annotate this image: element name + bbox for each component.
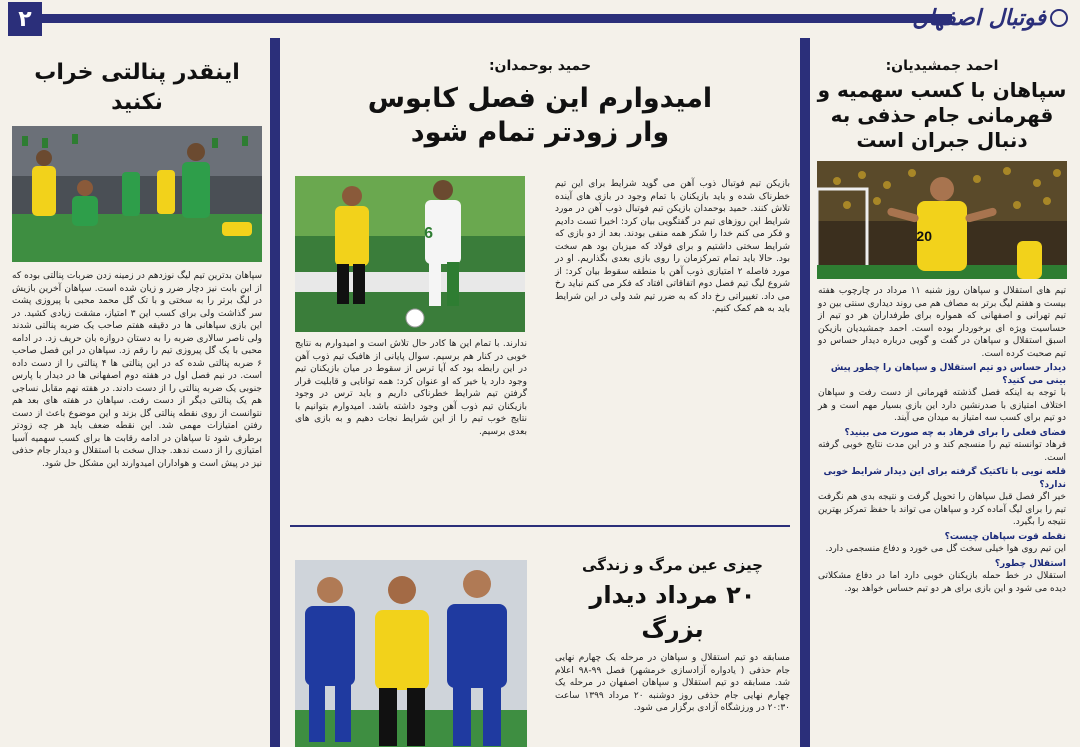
player-celebration-image	[817, 161, 1067, 279]
right-answer-3: خیر اگر فصل قبل سپاهان را تحویل گرفت و نتیجه بدی هم نگرفت تیم را برای لیگ آماده کرد و سپاهان می تواند با حفظ تمرکز بهترین نتیجه را بگیرد.	[818, 492, 1066, 527]
svg-text:20: 20	[916, 228, 932, 244]
middle-body-left: ندارند. با تمام این ها کادر حال تلاش است و امیدوارم به نتایج خوبی در کنار هم برسیم. سوال پایانی از هافبک تیم ذوب آهن در این رابطه بود که آیا ترس از سقوط در میان بازیکنان تیم وجود دارد یا خیر که او عنوان کرد: همه توانایی و قابلیت قرار گرفتن تیم شرایط خطرناکی داریم و باید ترس در وجود بازیکنان تیم ذوب آهن وجود داشته باشد. امیدوارم بتوانیم با نتایج خوب تیم را از این شرایط نجات دهیم و به بازی های بعدی برسیم.	[295, 339, 527, 437]
right-question-5: استقلال چطور؟	[994, 558, 1066, 569]
brand-name: فوتبال اصفهان	[912, 5, 1046, 31]
penalty-scene-image	[12, 126, 262, 262]
football-icon	[1050, 9, 1068, 27]
match-action-image	[295, 176, 525, 332]
column-divider-left	[270, 38, 280, 747]
right-headline: سپاهان با کسب سهمیه و قهرمانی جام حذفی به دنبال جبران است	[817, 78, 1067, 152]
right-question-2: فضای فعلی را برای فرهاد به چه صورت می بینید؟	[844, 427, 1066, 438]
left-photo	[12, 126, 262, 262]
middle-section-divider	[290, 525, 790, 527]
middle-article-head	[282, 38, 798, 150]
right-question-3: قلعه نویی با تاکتیک گرفته برای این دیدار شرایط خوبی ندارد؟	[823, 467, 1066, 490]
sub-body: مسابقه دو تیم استقلال و سپاهان در مرحله یک چهارم نهایی جام حذفی ( یادواره آزادسازی خرمشهر) فصل ۹۹-۹۸ اعلام شد. مسابقه دو تیم استقلال و سپاهان اصفهان در مرحله یک چهارم نهایی جام حذفی روز دوشنبه ۲۰ مرداد ۱۳۹۹ ساعت ۲۰:۳۰ در ورزشگاه آزادی برگزار می شود.	[555, 653, 790, 713]
middle-headline: امیدوارم این فصل کابوس وار زودتر تمام شود	[367, 83, 713, 148]
middle-body-right: بازیکن تیم فوتبال ذوب آهن می گوید شرایط برای این تیم خطرناک شده و باید بازیکنان با تمام وجود در بازی های آینده تلاش کنند. حمید بوحمدان بازیکن تیم فوتبال ذوب آهن در مورد شرایط این روزهای تیم در گفتگویی بیان کرد: اخیرا تست دادیم و فکر می کنم خدا را شکر همه منفی بودند. بعد از دو بازی که شرایط سختی داشتیم و برای فولاد که میزبان بود هم سخت بود. حالا باید تمام تمرکزمان را روی بازی بعدی بگذاریم. او در مورد فاصله ۲ امتیازی ذوب آهن با منطقه سقوط بیان کرد: از شروع لیگ تیم فصل دوم اتفاقاتی افتاد که فکر می کنم نباید رخ می داد. تغییراتی رخ داد که به ضرر تیم شد ولی در این شرایط باید به هم کمک کنیم.	[555, 179, 790, 314]
right-question-4: نقطه قوت سپاهان چیست؟	[944, 531, 1066, 542]
right-photo	[817, 161, 1067, 279]
middle-body-left-wrap	[295, 338, 527, 438]
left-article	[6, 38, 268, 470]
right-intro: تیم های استقلال و سپاهان روز شنبه ۱۱ مرداد در چارچوب هفته بیست و هفتم لیگ برتر به مصاف هم می روند دیداری سنتی بین دو تیم تهرانی و اصفهانی که همواره برای طرفداران هر دو تیم از حساسیت ویژه ای برخوردار بوده است. احمد جمشیدیان بازیکن اسبق استقلال و سپاهان در گفت و گویی درباره دیدار حساس دو تیم صحبت کرده است.	[818, 286, 1066, 359]
brand-logo	[912, 0, 1068, 36]
middle-column	[282, 38, 798, 747]
sub-headline: ۲۰ مرداد دیدار بزرگ	[589, 581, 756, 643]
header-rule	[42, 14, 952, 23]
page-header	[0, 0, 1080, 38]
column-divider-right	[800, 38, 810, 747]
right-column	[812, 38, 1072, 747]
left-column	[6, 38, 268, 747]
middle-photo	[295, 176, 525, 332]
left-body: سپاهان بدترین تیم لیگ نوزدهم در زمینه زدن ضربات پنالتی بوده که از این بابت نیز دچار ضرر و زیان شده است. سپاهان آخرین بازیش در لیگ برتر را به سختی و با تک گل محمد محبی با پیروزی پشت سر گذاشت ولی برای کسب این ۳ امتیاز، مشقت زیادی کشید. در این بازی سپاهانی ها در دقیقه هفتم صاحب یک ضربه پنالتی شدند ولی ناصر سالاری ضربه را به دستان دروازه بان حریف زد. در ادامه محبی با یک گل پیروزی تیم را رقم زد. سپاهان در این فصل صاحب ۶ ضربه پنالتی شده که در این پنالتی ها ۴ پنالتی را از دست داده است. در نیم فصل اول در هفته دوم اصفهانی ها در دیدار با پارس جنوبی یک ضربه پنالتی را از دست دادند. در هفته نهم مقابل نساجی هم یک پنالتی دیگر از دست رفت. سپاهان در هفته های بعد هم نتوانست از روی نقطه پنالتی گل بزند و این موضوع باعث از دست رفتن امتیازات مهمی شد. این نقطه ضعف باید هر چه زودتر برطرف شود تا سپاهان در ادامه رقابت ها برای کسب سهمیه آسیا امتیازی را از دست ندهد. جدال سخت با استقلال و دیدار جام حذفی نیز در پیش است و هواداران امیدوارند این مشکل حل شود.	[12, 271, 262, 469]
left-headline: اینقدر پنالتی خراب نکنید	[34, 60, 240, 115]
right-answer-2: فرهاد توانسته تیم را منسجم کند و در این مدت نتایج خوبی گرفته است.	[818, 440, 1066, 463]
right-answer-4: این تیم روی هوا خیلی سخت گل می خورد و دفاع منسجمی دارد.	[825, 544, 1066, 554]
middle-kicker: حمید بوحمدان:	[488, 58, 592, 74]
players-duel-image	[295, 560, 527, 747]
right-answer-1: با توجه به اینکه فصل گذشته قهرمانی از دست رفت و سپاهان اختلاف امتیازی با صدرنشین دارد این بازی بسیار مهم است و هر دو تیم برای کسب سه امتیاز به میدان می آیند.	[818, 388, 1066, 423]
right-kicker: احمد جمشیدیان:	[885, 58, 999, 74]
svg-text:6: 6	[424, 225, 433, 242]
sub-article	[555, 556, 790, 715]
right-question-1: دیدار حساس دو تیم استقلال و سپاهان را چطور پیش بینی می کنید؟	[830, 363, 1066, 386]
right-answer-5: استقلال در خط حمله بازیکنان خوبی دارد اما در دفاع مشکلاتی دیده می شود و این بازی برای هر دو تیم حساس خواهد بود.	[818, 571, 1066, 594]
right-article	[812, 38, 1072, 595]
sub-photo	[295, 560, 527, 747]
middle-body-right-wrap	[555, 178, 790, 316]
sub-kicker: چیزی عین مرگ و زندگی	[582, 556, 763, 574]
page-number: ۲	[8, 2, 42, 36]
